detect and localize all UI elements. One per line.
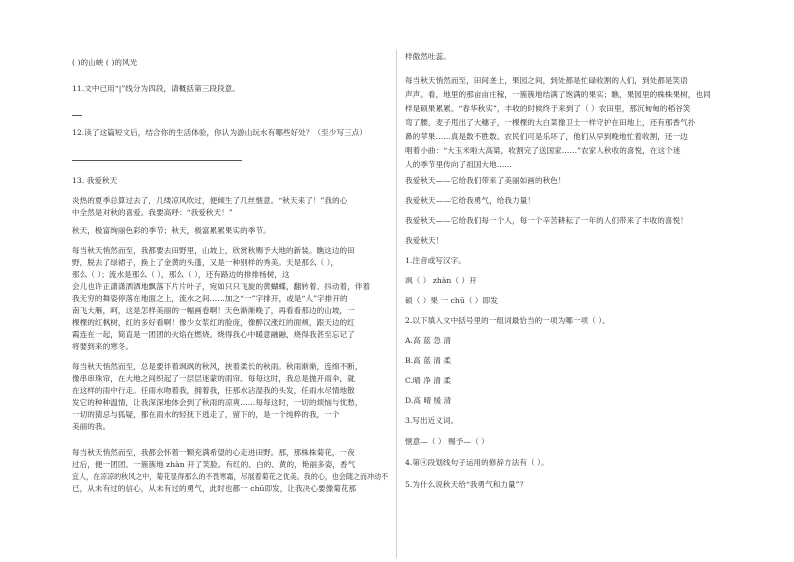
p3-line-4: 发它的种种温情，让我深深地体会到了秋雨的凉爽……每每这时，一切的烦恼与忧愁， xyxy=(72,398,363,407)
question-11: 11.文中已用“|”线分为四段，请概括第三段段意。 xyxy=(72,84,240,93)
column-divider xyxy=(396,50,397,558)
question-5: 5.为什么说秋天给“我勇气和力量”？ xyxy=(405,480,528,489)
p4-line-3: 宜人，在凉凉的秋风之中，菊花显得那么的不畏寒霜，尽展着菊花之优美。我的心，也会随之而冲动不 xyxy=(72,472,389,481)
question-3-line: 惬意—（ ） 赐予—（ ） xyxy=(405,437,489,446)
p1-line-2: 中全然是对秋的喜爱。我要高呼：“我爱秋天！” xyxy=(72,208,233,217)
question-1-line-1: 飒（ ） zhàn（ ）开 xyxy=(405,276,477,285)
p5-line-6: 唱着小曲：“大玉米啦大高粱，收割完了送国家……”农家人秋收的喜悦，在这个迷 xyxy=(405,146,681,155)
p2-line-6: 南飞大雁，呵，这是怎样美丽的一幅画卷啊！天色渐渐晚了，再看看那边的山坡，一 xyxy=(72,306,355,315)
p3-line-2: 像串串珠帘，在大地之间织起了一层层迷蒙的雨帘。每每这时，我总是抛开雨伞，就 xyxy=(72,374,355,383)
question-1: 1.注音或写汉字。 xyxy=(405,256,466,265)
p1-line-3: 秋天，极富绚丽色彩的季节；秋天，极富累累果实的季节。 xyxy=(72,226,271,235)
p2-line-5: 我无穷的舞姿停落在地面之上，流水之间……加之“一”字排开，或是“人”字排开的 xyxy=(72,294,348,303)
p3-line-1: 每当秋天悄然而至，总是要伴着飒飒的秋风，挟着柔长的秋雨。秋雨渐渐，连绵不断， xyxy=(72,362,363,371)
question-4: 4.第④段划线句子运用的修辞方法有（ ）。 xyxy=(405,458,549,467)
p5-line-1: 每当秋天悄然而至，田间垄上，果园之间，到处都是忙碌收割的人们，到处都是笑语 xyxy=(405,76,688,85)
p1-line-1: 炎热的夏季总算过去了，几缕凉风吹过，便倾生了几丝惬意。“秋天来了！”我的心 xyxy=(72,196,348,205)
answer-line-11 xyxy=(72,115,82,116)
p5-line-7: 人的季节里传向了祖国大地…… xyxy=(405,160,513,169)
p2-line-3: 那么（ ）；流水是那么（ ），那么（ ），还有路边的排排杨树，这 xyxy=(72,270,290,279)
p3-line-3: 在这样的雨中行走。任雨水吻着我，拥着我，任那水沾湿我的头发，任雨水尽情地散 xyxy=(72,386,355,395)
option-a: A.高 蓝 急 清 xyxy=(405,336,451,345)
continued-line: 样傲然吐蕊。 xyxy=(405,52,451,61)
p2-line-1: 每当秋天悄然而至，我都要去田野里，山坡上，欣赏秋赐予大地的新装。瞧这边的田 xyxy=(72,246,355,255)
p4-line-4: 已，从未有过的信心，从未有过的勇气，此时也都一 chū即发，让我决心要像菊花那 xyxy=(72,484,357,493)
p2-line-9: 将要到来的寒冬。 xyxy=(72,342,134,351)
question-2: 2.以下填入文中括号里的一组词最恰当的一项为哪一项（ ）。 xyxy=(405,316,610,325)
p3-line-6: 美丽的我。 xyxy=(72,422,111,431)
p2-line-4: 会儿也许正潇潇洒洒地飘落下片片叶子，宛如只只飞旋的黄蝴蝶，翻转着、抖动着，伴着 xyxy=(72,282,371,291)
option-d: D.高 晴 缓 清 xyxy=(405,396,452,405)
section-13-title: 13. 我爱秋天 xyxy=(72,176,118,185)
p5-line-4: 弯了腰，麦子甩出了大穗子，一棵棵的大白菜像卫士一样守护在田地上，还有那香气扑 xyxy=(405,118,696,127)
summary-sentence-1: 我爱秋天——它给我们带来了美丽如画的秋色！ xyxy=(405,176,566,185)
option-c: C.晴 净 清 柔 xyxy=(405,376,452,385)
p2-line-7: 棵棵的红枫树，红的多好看啊！像少女浆红的脸庞，像醉汉涨红的面颊，跟天边的红 xyxy=(72,318,355,327)
question-12: 12.读了这篇短文后，结合你的生活体验，你认为游山玩水有哪些好处？（至少写三点） xyxy=(72,128,368,137)
summary-sentence-3: 我爱秋天——它给我们每一个人，每一个辛苦耕耘了一年的人们带来了丰收的喜悦！ xyxy=(405,216,688,225)
summary-sentence-4: 我爱秋天！ xyxy=(405,236,444,245)
p5-line-3: 样是硕果累累。“春华秋实”，丰收的时候终于来到了（ ）农田里，那沉甸甸的稻谷笑 xyxy=(405,104,691,113)
summary-sentence-2: 我爱秋天——它给我勇气，给我力量！ xyxy=(405,196,535,205)
question-1-line-2: 硕（ ）果 一 chū（ ）即发 xyxy=(405,296,498,305)
blank-row: ( )的山峡 ( )的风光 xyxy=(72,58,138,67)
option-b: B.高 蓝 清 柔 xyxy=(405,356,452,365)
p5-line-5: 鼻的苹果……真是数不胜数。农民们可是乐坏了，他们从早到晚地忙着收割，还一边 xyxy=(405,132,688,141)
p2-line-8: 霞连在一起，简直是一团团的火焰在燃烧。烧得我心中暖意融融，烧得我甚至忘记了 xyxy=(72,330,355,339)
question-3: 3.写出近义词。 xyxy=(405,416,459,425)
p4-line-1: 每当秋天悄然而至，我都会怀着一颗充满希望的心走进田野。那，那株株菊花，一夜 xyxy=(72,448,355,457)
p4-line-2: 过后，便一团团、一簇簇地 zhàn 开了笑脸。有红的、白的、黄的，艳丽多姿，香气 xyxy=(72,460,356,469)
p3-line-5: 一切的猜忌与狐疑，都在雨水的轻抚下逃走了，留下的，是一个纯粹的我，一个 xyxy=(72,410,340,419)
p2-line-2: 野，脱去了绿裙子，换上了金黄的头蓬，又是一种别样的秀美。天是那么（ ）， xyxy=(72,258,339,267)
p5-line-2: 声声。看，地里的那亩亩庄稼，一簇簇地结满了饱满的果实；瞧，果园里的株株果树，也同 xyxy=(405,90,711,99)
answer-line-12 xyxy=(72,160,242,161)
